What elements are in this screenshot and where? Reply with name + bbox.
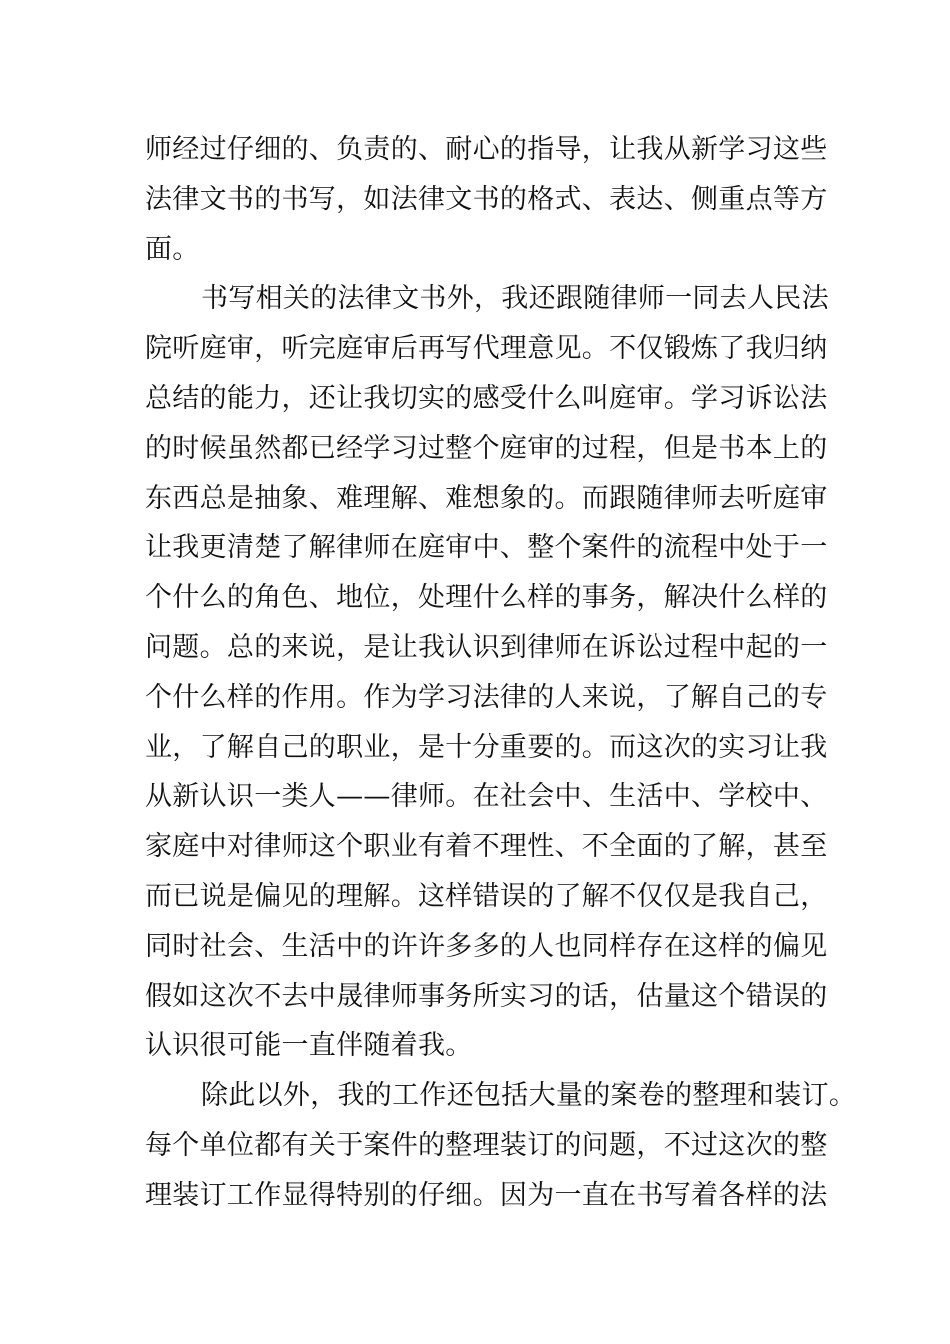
text-line: 让我更清楚了解律师在庭审中、整个案件的流程中处于一 — [145, 532, 828, 564]
text-line: 每个单位都有关于案件的整理装订的问题，不过这次的整 — [145, 1129, 828, 1161]
text-line: 同时社会、生活中的许许多多的人也同样存在这样的偏见 — [145, 930, 828, 962]
paragraph-first-line: 除此以外，我的工作还包括大量的案卷的整理和装订。 — [201, 1080, 857, 1112]
text-line: 总结的能力，还让我切实的感受什么叫庭审。学习诉讼法 — [145, 382, 828, 414]
text-line: 家庭中对律师这个职业有着不理性、不全面的了解，甚至 — [145, 831, 828, 863]
text-line: 假如这次不去中晟律师事务所实习的话，估量这个错误的 — [145, 980, 828, 1012]
text-line: 东西总是抽象、难理解、难想象的。而跟随律师去听庭审 — [145, 482, 828, 514]
text-line: 的时候虽然都已经学习过整个庭审的过程，但是书本上的 — [145, 432, 828, 464]
text-line: 院听庭审，听完庭审后再写代理意见。不仅锻炼了我归纳 — [145, 333, 828, 365]
text-line: 认识很可能一直伴随着我。 — [145, 1030, 473, 1062]
text-line: 理装订工作显得特别的仔细。因为一直在书写着各样的法 — [145, 1179, 828, 1211]
text-line: 而已说是偏见的理解。这样错误的了解不仅仅是我自己， — [145, 880, 828, 912]
text-line: 业，了解自己的职业，是十分重要的。而这次的实习让我 — [145, 731, 828, 763]
text-line: 问题。总的来说，是让我认识到律师在诉讼过程中起的一 — [145, 631, 828, 663]
text-line: 法律文书的书写，如法律文书的格式、表达、侧重点等方 — [145, 183, 828, 215]
text-line: 个什么的角色、地位，处理什么样的事务，解决什么样的 — [145, 582, 828, 614]
body-text — [145, 125, 857, 1221]
text-line: 从新认识一类人——律师。在社会中、生活中、学校中、 — [145, 781, 828, 813]
text-line: 师经过仔细的、负责的、耐心的指导，让我从新学习这些 — [145, 134, 828, 165]
text-line: 面。 — [145, 233, 200, 265]
text-line: 个什么样的作用。作为学习法律的人来说，了解自己的专 — [145, 681, 828, 713]
paragraph-first-line: 书写相关的法律文书外，我还跟随律师一同去人民法 — [201, 283, 829, 315]
